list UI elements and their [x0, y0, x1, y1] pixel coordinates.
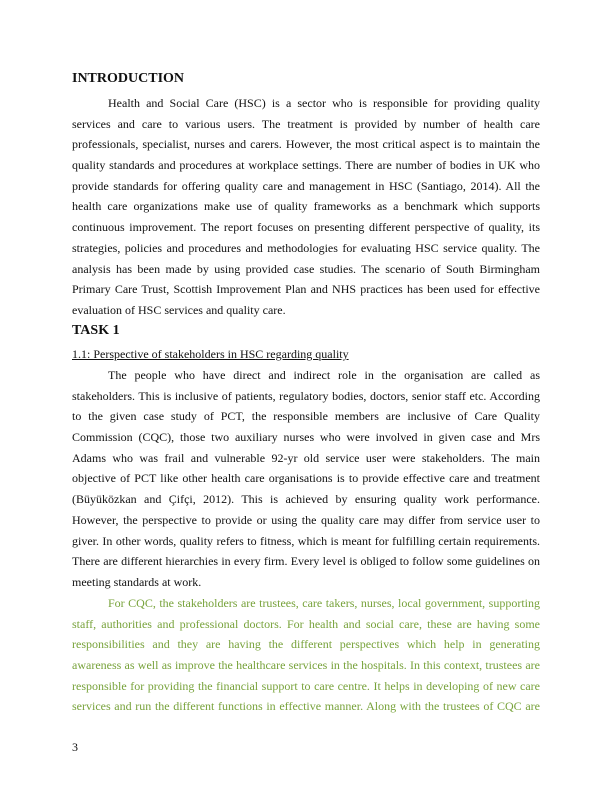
text-line: Health and Social Care (HSC) is a sector who is responsible for providing quality	[108, 96, 540, 110]
text-line: The people who have direct and indirect role in the organisation are called as	[108, 368, 540, 382]
text-line: meeting standards at work.	[72, 574, 202, 589]
page-number: 3	[72, 740, 78, 754]
introduction-paragraph	[72, 93, 540, 321]
text-line: analysis has been made by using provided case studies. The scenario of South Birmingham	[72, 261, 540, 276]
text-line: stakeholders. This is inclusive of patients, regulatory bodies, doctors, senior staff etc. According	[72, 388, 540, 403]
stakeholders-paragraph	[72, 365, 540, 593]
text-line: There are different hierarchies in every firm. Every level is obliged to follow some guidelines on	[72, 554, 540, 569]
text-line: services and care to various users. The treatment is provided by number of health care	[72, 116, 540, 131]
text-line: provide standards for offering quality care and management in HSC (Santiago, 2014). All the	[72, 178, 540, 193]
text-line: health care organizations make use of quality frameworks as a benchmark which supports	[72, 199, 540, 214]
text-line: responsibilities and they are having the different perspectives which help in generating	[72, 637, 540, 652]
task1-heading: TASK 1	[72, 323, 120, 338]
text-line: Primary Care Trust, Scottish Improvement Plan and NHS practices has been used for effective	[72, 282, 540, 297]
cqc-stakeholders-paragraph	[72, 593, 540, 717]
text-line: continuous improvement. The report focuses on presenting different perspective of quality, its	[72, 220, 540, 235]
section-subheading: 1.1: Perspective of stakeholders in HSC regarding quality	[72, 347, 349, 361]
text-line: staff, authorities and professional doctors. For health and social care, these are having some	[72, 616, 540, 631]
text-line: evaluation of HSC services and quality care.	[72, 302, 286, 317]
text-line: objective of PCT like other health care organisations is to provide effective care and treatment	[72, 471, 540, 486]
text-line: awareness as well as improve the healthcare services in the hospitals. In this context, trustees are	[72, 658, 540, 673]
text-line: giver. In other words, quality refers to fitness, which is meant for fulfilling certain requirements.	[72, 533, 540, 548]
text-line: professionals, specialist, nurses and carers. However, the most critical aspect is to maintain the	[72, 137, 540, 152]
text-line: Adams who was frail and vulnerable 92-yr old service user were stakeholders. The main	[72, 450, 540, 465]
text-line: services and run the different functions in effective manner. Along with the trustees of CQC are	[72, 699, 540, 714]
text-line: However, the perspective to provide or using the quality care may differ from service user to	[72, 512, 540, 527]
text-line: responsible for providing the financial support to care centre. It helps in developing of new care	[72, 678, 540, 693]
text-line: (Büyüközkan and Çifçi, 2012). This is achieved by ensuring quality work performance.	[72, 492, 540, 507]
text-line: to the given case study of PCT, the responsible members are inclusive of Care Quality	[72, 409, 540, 424]
text-line: quality standards and procedures at workplace settings. There are number of bodies in UK who	[72, 158, 540, 173]
text-line: strategies, policies and procedures and methodologies for evaluating HSC service quality. The	[72, 240, 540, 255]
text-line: Commission (CQC), those two auxiliary nurses who were involved in given case and Mrs	[72, 430, 540, 445]
introduction-heading: INTRODUCTION	[72, 71, 185, 86]
text-line: For CQC, the stakeholders are trustees, care takers, nurses, local government, supporting	[108, 596, 540, 610]
